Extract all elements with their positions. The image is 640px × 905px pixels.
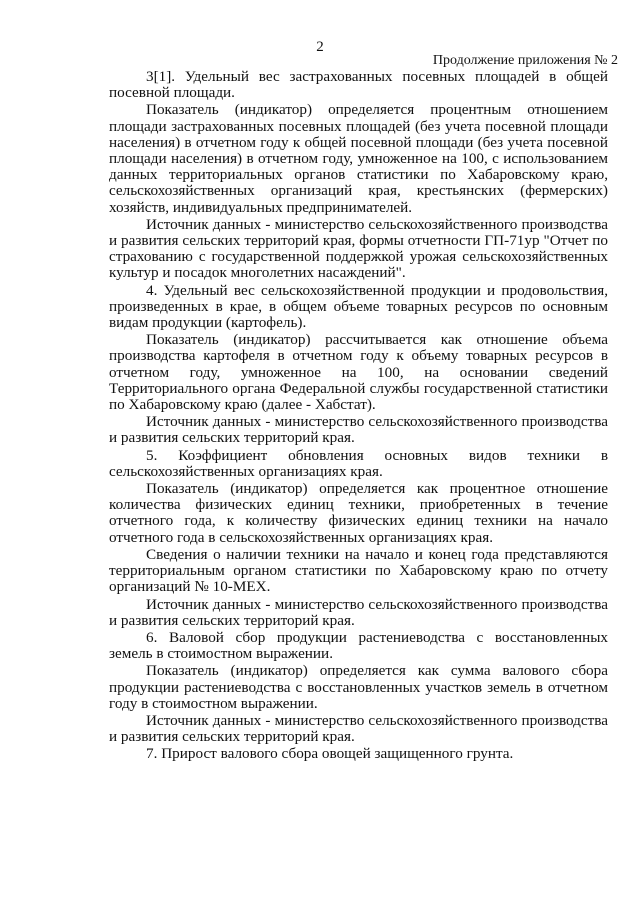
appendix-continuation-label: Продолжение приложения № 2 — [432, 53, 618, 68]
paragraph-indicator-3-method: Показатель (индикатор) определяется процентным отношением площади застрахованных посевных площадей (без учета посевной площади населения) в отчетном году к общей посевной площади (без учета посевной площади населения) в отчетном году, умноженное на 100, с использованием данных территориальных органов статистики по Хабаровскому краю, сельскохозяйственных организаций края, крестьянских (фермерских) хозяйств, индивидуальных предпринимателей. — [109, 101, 608, 216]
paragraph-indicator-7-title: 7. Прирост валового сбора овощей защищенного грунта. — [146, 745, 514, 763]
paragraph-indicator-3-title: 3[1]. Удельный вес застрахованных посевных площадей в общей посевной площади. — [109, 68, 608, 102]
paragraph-indicator-4-method: Показатель (индикатор) рассчитывается как отношение объема производства картофеля в отчетном году к объему товарных ресурсов в отчетном году, умноженное на 100, на основании сведений Территориального органа Федеральной службы государственной статистики по Хабаровскому краю (далее - Хабстат). — [109, 331, 608, 414]
paragraph-indicator-5-title: 5. Коэффициент обновления основных видов техники в сельскохозяйственных организациях края. — [109, 446, 608, 480]
page-number: 2 — [316, 39, 324, 55]
document-body — [109, 69, 608, 763]
paragraph-indicator-6-source: Источник данных - министерство сельскохозяйственного производства и развития сельских территорий края. — [109, 711, 608, 746]
paragraph-indicator-6-title: 6. Валовой сбор продукции растениеводства с восстановленных земель в стоимостном выражении. — [109, 628, 608, 663]
paragraph-indicator-5-source: Источник данных - министерство сельскохозяйственного производства и развития сельских территорий края. — [109, 595, 608, 629]
paragraph-indicator-4-source: Источник данных - министерство сельскохозяйственного производства и развития сельских территорий края. — [109, 413, 608, 447]
paragraph-indicator-6-method: Показатель (индикатор) определяется как сумма валового сбора продукции растениеводства с восстановленных участков земель в отчетном году в стоимостном выражении. — [109, 662, 608, 712]
paragraph-indicator-4-title: 4. Удельный вес сельскохозяйственной продукции и продовольствия, произведенных в крае, в общем объеме товарных ресурсов по основным видам продукции (картофель). — [109, 281, 608, 332]
paragraph-indicator-5-info: Сведения о наличии техники на начало и конец года представляются территориальным органом статистики по Хабаровскому краю по отчету организаций № 10-МЕХ. — [109, 545, 608, 596]
paragraph-indicator-3-source: Источник данных - министерство сельскохозяйственного производства и развития сельских территорий края, формы отчетности ГП-71ур "Отчет по страхованию с государственной поддержкой урожая сельскохозяйственных культур и посадок многолетних насаждений". — [109, 215, 608, 282]
paragraph-indicator-5-method: Показатель (индикатор) определяется как процентное отношение количества физических единиц техники, приобретенных в течение отчетного года, к количеству физических единиц техники на начало отчетного года в сельскохозяйственных организациях края. — [109, 480, 608, 546]
